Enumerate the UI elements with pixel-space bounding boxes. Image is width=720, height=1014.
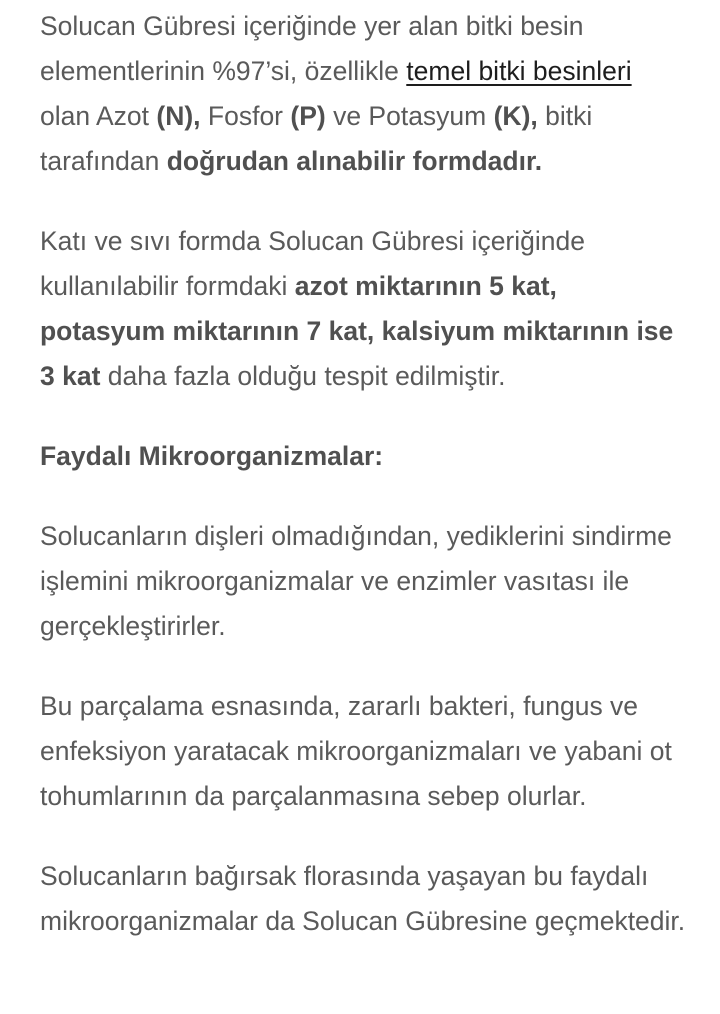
paragraph-gut-flora: Solucanların bağırsak florasında yaşayan bu faydalı mikroorganizmalar da Solucan Gübresine geçmektedir. [40, 861, 686, 936]
text-segment: Solucan Gübresi içeriğinde yer alan bitki besin elementlerinin %97’si, özellikle [40, 11, 584, 86]
text-segment: Fosfor [200, 101, 291, 131]
bold-directly-absorbable: doğrudan alınabilir formdadır. [166, 146, 543, 176]
section-heading [40, 434, 688, 479]
bold-nitrogen: (N), [156, 101, 201, 131]
text-segment: daha fazla olduğu tespit edilmiştir. [100, 361, 506, 391]
bold-multipliers: azot miktarının 5 kat, potasyum miktarının 7 kat, kalsiyum miktarının ise 3 kat [40, 271, 674, 391]
text-segment: bitki tarafından [40, 101, 593, 176]
paragraph-nutrients [40, 0, 688, 184]
text-segment: Katı ve sıvı formda Solucan Gübresi içeriğinde kullanılabilir formdaki [40, 226, 585, 301]
text-segment: ve Potasyum [325, 101, 494, 131]
bold-potassium: (K), [493, 101, 538, 131]
paragraph-comparison [40, 219, 688, 399]
paragraph-digestion: Solucanların dişleri olmadığından, yediklerini sindirme işlemini mikroorganizmalar ve enzimler vasıtası ile gerçekleştirirler. [40, 521, 672, 641]
paragraph-breakdown: Bu parçalama esnasında, zararlı bakteri, fungus ve enfeksiyon yaratacak mikroorganizmaları ve yabani ot tohumlarının da parçalanmasına sebep olurlar. [40, 691, 672, 811]
text-segment: olan Azot [40, 101, 157, 131]
bold-phosphorus: (P) [290, 101, 326, 131]
link-basic-plant-nutrients[interactable]: temel bitki besinleri [406, 56, 632, 86]
heading-beneficial-microorganisms: Faydalı Mikroorganizmalar: [40, 441, 384, 471]
